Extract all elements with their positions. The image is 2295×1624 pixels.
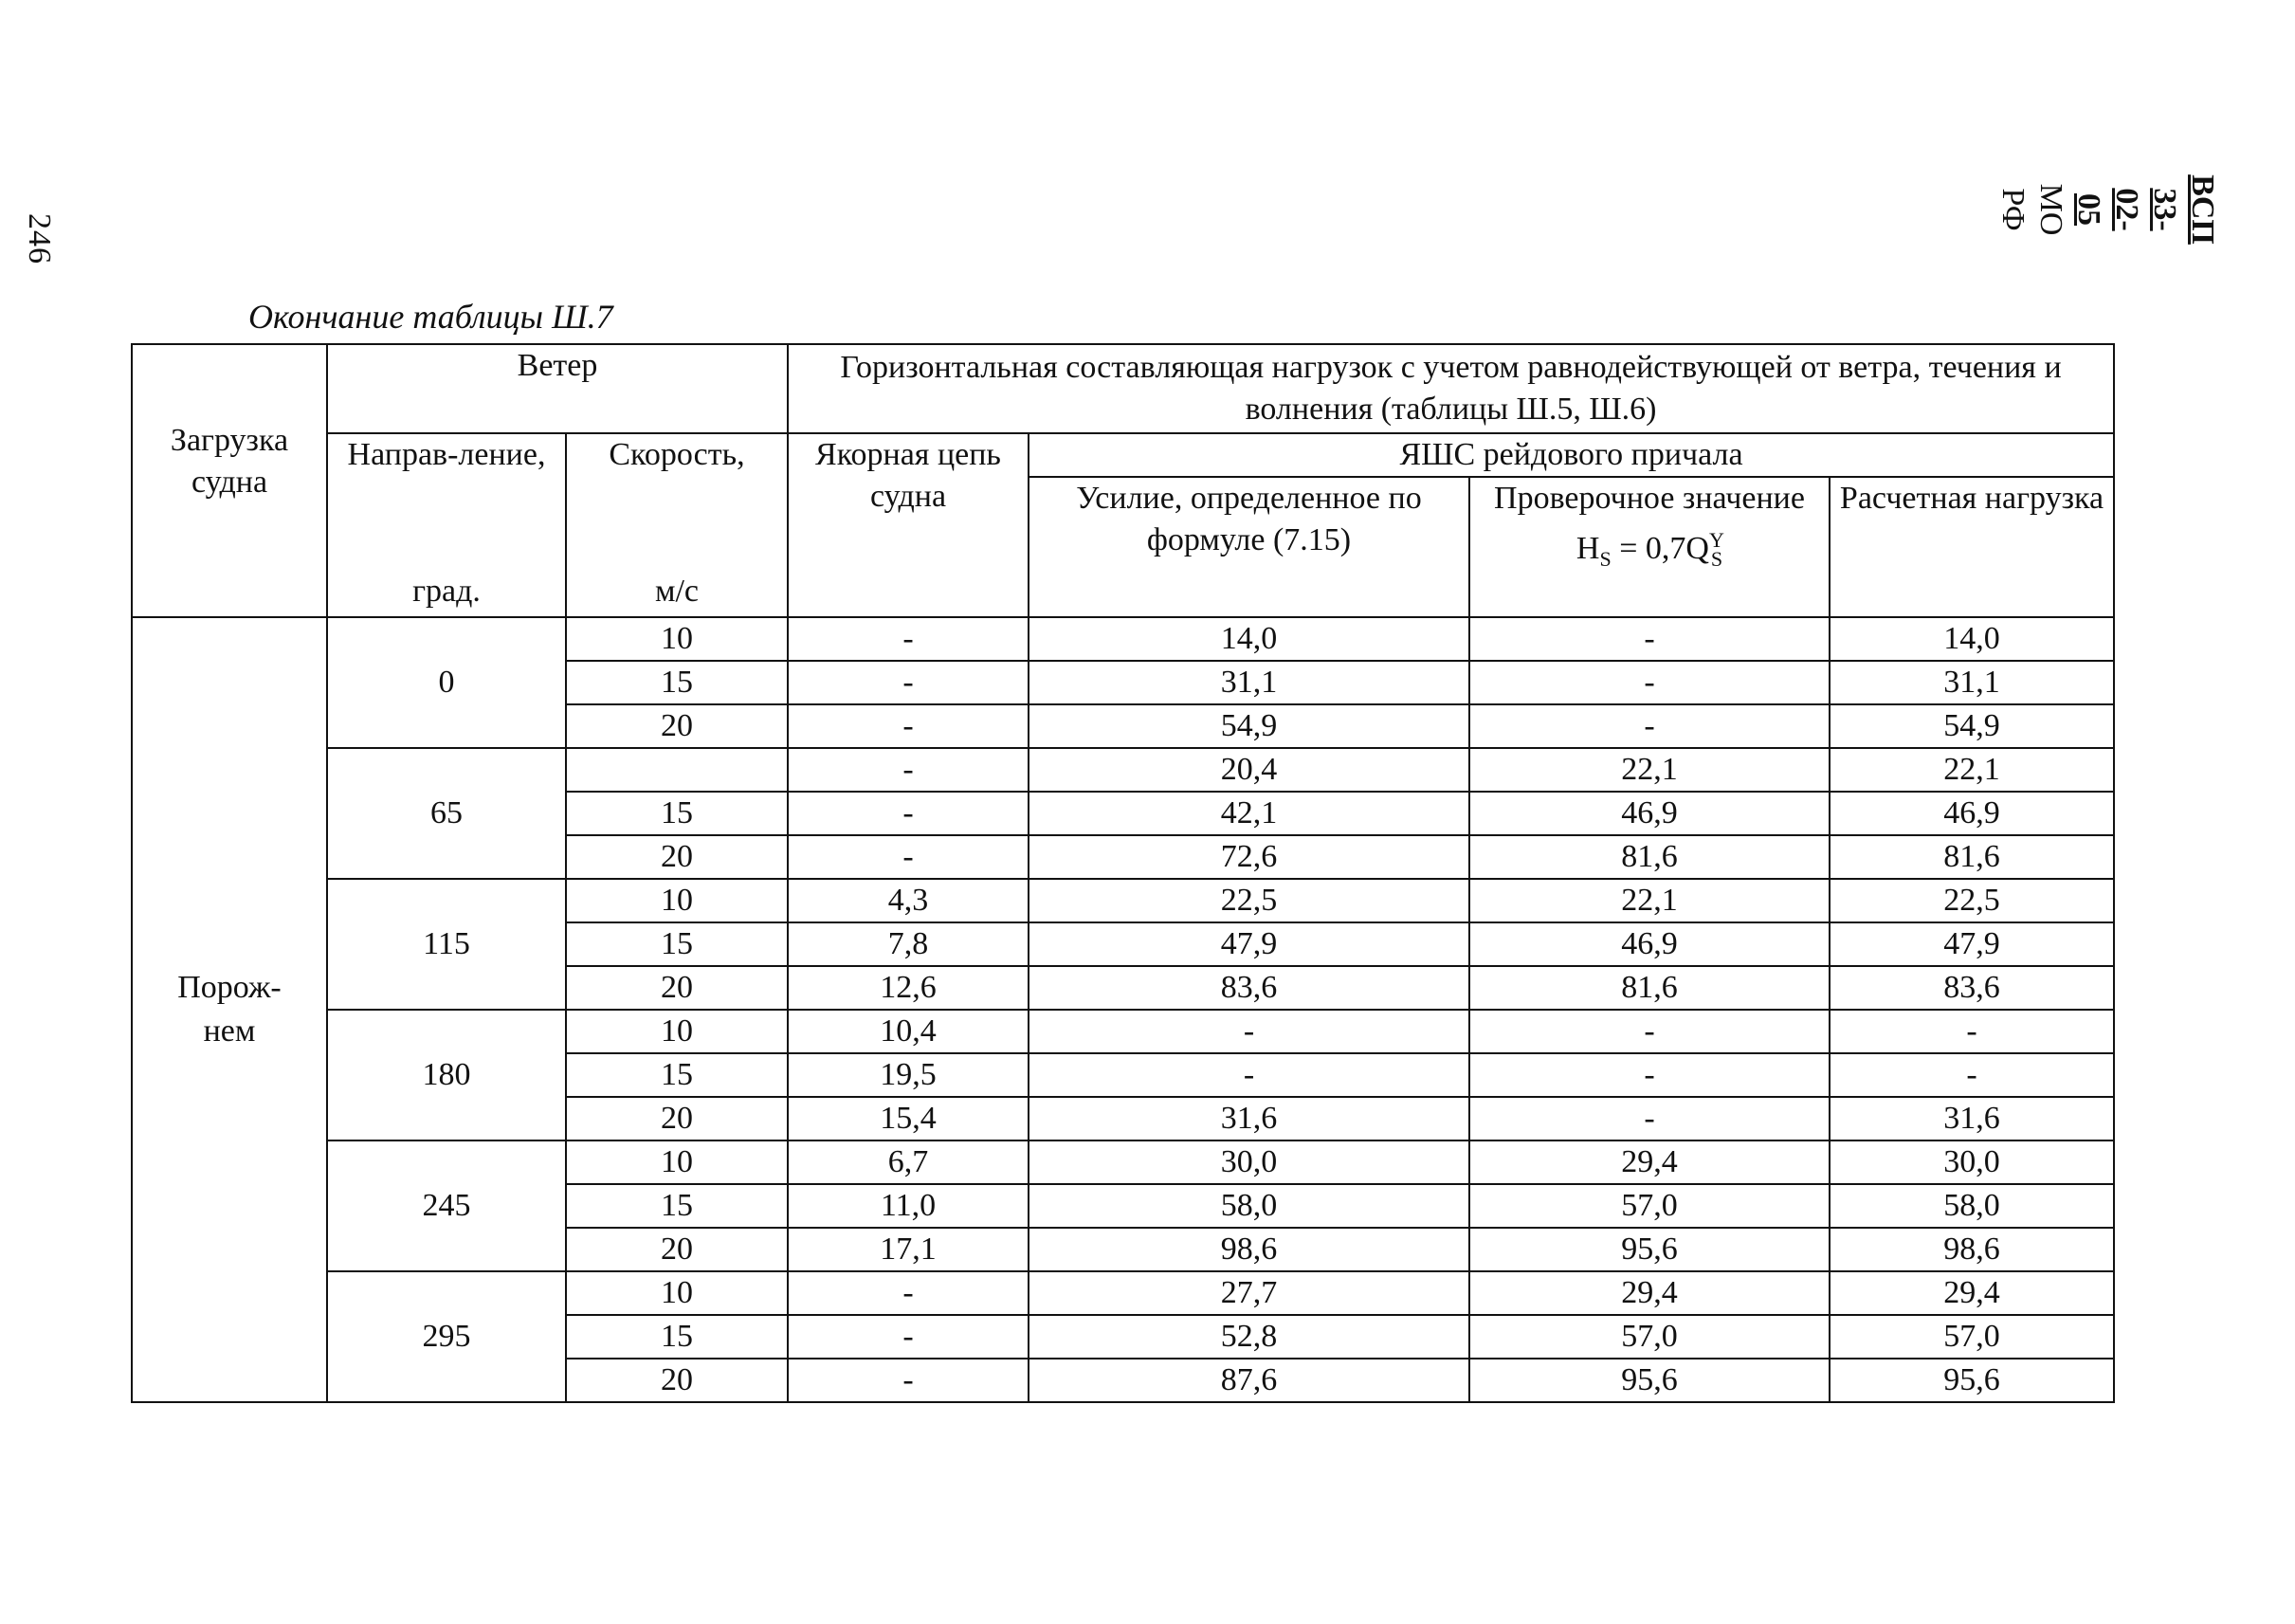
check-cell: 81,6 bbox=[1469, 835, 1830, 879]
header-direction-label: Направ-ление, bbox=[347, 437, 546, 472]
table-row bbox=[132, 617, 2114, 661]
design-cell: 81,6 bbox=[1830, 835, 2114, 879]
speed-cell: 20 bbox=[566, 1228, 788, 1271]
speed-cell: 20 bbox=[566, 966, 788, 1010]
direction-cell: 65 bbox=[327, 748, 566, 879]
anchor-cell: 17,1 bbox=[788, 1228, 1029, 1271]
check-cell: 81,6 bbox=[1469, 966, 1830, 1010]
check-cell: - bbox=[1469, 617, 1830, 661]
table-body bbox=[132, 617, 2114, 1402]
anchor-cell: - bbox=[788, 792, 1029, 835]
check-cell: - bbox=[1469, 661, 1830, 704]
table-row bbox=[132, 1140, 2114, 1184]
speed-cell: 10 bbox=[566, 879, 788, 922]
check-cell: 46,9 bbox=[1469, 922, 1830, 966]
header-speed-unit: м/с bbox=[654, 574, 700, 609]
table-caption: Окончание таблицы Ш.7 bbox=[248, 298, 613, 336]
force-cell: 72,6 bbox=[1029, 835, 1469, 879]
design-cell: 30,0 bbox=[1830, 1140, 2114, 1184]
check-cell: 22,1 bbox=[1469, 748, 1830, 792]
check-cell: 57,0 bbox=[1469, 1184, 1830, 1228]
force-cell: 31,6 bbox=[1029, 1097, 1469, 1140]
direction-cell: 295 bbox=[327, 1271, 566, 1402]
design-cell: 31,1 bbox=[1830, 661, 2114, 704]
header-load: Загрузка судна bbox=[132, 344, 327, 617]
speed-cell: 20 bbox=[566, 835, 788, 879]
speed-cell: 10 bbox=[566, 1140, 788, 1184]
header-force: Усилие, определенное по формуле (7.15) bbox=[1029, 477, 1469, 617]
force-cell: 31,1 bbox=[1029, 661, 1469, 704]
speed-cell: 15 bbox=[566, 661, 788, 704]
check-cell: 57,0 bbox=[1469, 1315, 1830, 1359]
force-cell: 20,4 bbox=[1029, 748, 1469, 792]
anchor-cell: - bbox=[788, 835, 1029, 879]
load-cell bbox=[132, 617, 327, 1402]
document-code-line1: ВСП 33-02-05 bbox=[2071, 174, 2220, 245]
speed-cell: 15 bbox=[566, 1315, 788, 1359]
speed-cell: 20 bbox=[566, 1097, 788, 1140]
load-line-2: нем bbox=[203, 1013, 256, 1049]
force-cell: 52,8 bbox=[1029, 1315, 1469, 1359]
design-cell: 57,0 bbox=[1830, 1315, 2114, 1359]
check-cell: - bbox=[1469, 1010, 1830, 1053]
speed-cell: 20 bbox=[566, 1359, 788, 1402]
anchor-cell: 7,8 bbox=[788, 922, 1029, 966]
design-cell: 47,9 bbox=[1830, 922, 2114, 966]
header-anchor: Якорная цепь судна bbox=[788, 433, 1029, 617]
speed-cell: 10 bbox=[566, 1271, 788, 1315]
check-cell: 29,4 bbox=[1469, 1271, 1830, 1315]
anchor-cell: 6,7 bbox=[788, 1140, 1029, 1184]
direction-cell: 0 bbox=[327, 617, 566, 748]
design-cell: 58,0 bbox=[1830, 1184, 2114, 1228]
anchor-cell: - bbox=[788, 1315, 1029, 1359]
anchor-cell: 4,3 bbox=[788, 879, 1029, 922]
load-line-1: Порож- bbox=[177, 970, 282, 1005]
anchor-cell: - bbox=[788, 748, 1029, 792]
design-cell: 31,6 bbox=[1830, 1097, 2114, 1140]
anchor-cell: 10,4 bbox=[788, 1010, 1029, 1053]
check-cell: 22,1 bbox=[1469, 879, 1830, 922]
anchor-cell: - bbox=[788, 617, 1029, 661]
anchor-cell: - bbox=[788, 661, 1029, 704]
page-number: 246 bbox=[22, 213, 57, 265]
document-code bbox=[1994, 173, 2221, 246]
table-row bbox=[132, 1271, 2114, 1315]
speed-cell: 10 bbox=[566, 1010, 788, 1053]
force-cell: 87,6 bbox=[1029, 1359, 1469, 1402]
check-cell: 29,4 bbox=[1469, 1140, 1830, 1184]
speed-cell: 15 bbox=[566, 792, 788, 835]
header-check bbox=[1469, 477, 1830, 617]
anchor-cell: - bbox=[788, 1271, 1029, 1315]
header-check-label: Проверочное значение bbox=[1494, 481, 1805, 516]
design-cell: - bbox=[1830, 1053, 2114, 1097]
check-cell: - bbox=[1469, 1053, 1830, 1097]
force-cell: 30,0 bbox=[1029, 1140, 1469, 1184]
check-cell: 95,6 bbox=[1469, 1359, 1830, 1402]
header-speed bbox=[566, 433, 788, 617]
header-wind: Ветер bbox=[327, 344, 788, 433]
force-cell: 22,5 bbox=[1029, 879, 1469, 922]
force-cell: 47,9 bbox=[1029, 922, 1469, 966]
force-cell: 58,0 bbox=[1029, 1184, 1469, 1228]
force-cell: 83,6 bbox=[1029, 966, 1469, 1010]
speed-cell bbox=[566, 748, 788, 792]
check-cell: - bbox=[1469, 704, 1830, 748]
force-cell: 42,1 bbox=[1029, 792, 1469, 835]
design-cell: 29,4 bbox=[1830, 1271, 2114, 1315]
anchor-cell: 12,6 bbox=[788, 966, 1029, 1010]
direction-cell: 245 bbox=[327, 1140, 566, 1271]
header-check-formula: $H_S = 0,7Q^Y_S$ bbox=[1576, 528, 1724, 571]
design-cell: - bbox=[1830, 1010, 2114, 1053]
speed-cell: 20 bbox=[566, 704, 788, 748]
design-cell: 14,0 bbox=[1830, 617, 2114, 661]
force-cell: 27,7 bbox=[1029, 1271, 1469, 1315]
header-yashs: ЯШС рейдового причала bbox=[1029, 433, 2114, 477]
check-cell: 46,9 bbox=[1469, 792, 1830, 835]
direction-cell: 115 bbox=[327, 879, 566, 1010]
force-cell: 98,6 bbox=[1029, 1228, 1469, 1271]
speed-cell: 10 bbox=[566, 617, 788, 661]
table-row bbox=[132, 1010, 2114, 1053]
loads-table bbox=[131, 343, 2115, 1403]
table-row bbox=[132, 748, 2114, 792]
design-cell: 46,9 bbox=[1830, 792, 2114, 835]
document-code-line2: МО РФ bbox=[1995, 183, 2068, 236]
header-design: Расчетная нагрузка bbox=[1830, 477, 2114, 617]
force-cell: - bbox=[1029, 1010, 1469, 1053]
direction-cell: 180 bbox=[327, 1010, 566, 1140]
table-row bbox=[132, 879, 2114, 922]
force-cell: 54,9 bbox=[1029, 704, 1469, 748]
check-cell: - bbox=[1469, 1097, 1830, 1140]
anchor-cell: - bbox=[788, 1359, 1029, 1402]
header-speed-label: Скорость, bbox=[609, 437, 745, 472]
header-direction-unit: град. bbox=[412, 574, 481, 609]
design-cell: 83,6 bbox=[1830, 966, 2114, 1010]
speed-cell: 15 bbox=[566, 922, 788, 966]
speed-cell: 15 bbox=[566, 1184, 788, 1228]
force-cell: - bbox=[1029, 1053, 1469, 1097]
anchor-cell: - bbox=[788, 704, 1029, 748]
header-horizontal: Горизонтальная составляющая нагрузок с учетом равнодействующей от ветра, течения и волнения (таблицы Ш.5, Ш.6) bbox=[788, 344, 2114, 433]
design-cell: 22,1 bbox=[1830, 748, 2114, 792]
design-cell: 98,6 bbox=[1830, 1228, 2114, 1271]
force-cell: 14,0 bbox=[1029, 617, 1469, 661]
design-cell: 22,5 bbox=[1830, 879, 2114, 922]
header-direction bbox=[327, 433, 566, 617]
design-cell: 54,9 bbox=[1830, 704, 2114, 748]
speed-cell: 15 bbox=[566, 1053, 788, 1097]
design-cell: 95,6 bbox=[1830, 1359, 2114, 1402]
anchor-cell: 19,5 bbox=[788, 1053, 1029, 1097]
check-cell: 95,6 bbox=[1469, 1228, 1830, 1271]
anchor-cell: 15,4 bbox=[788, 1097, 1029, 1140]
anchor-cell: 11,0 bbox=[788, 1184, 1029, 1228]
